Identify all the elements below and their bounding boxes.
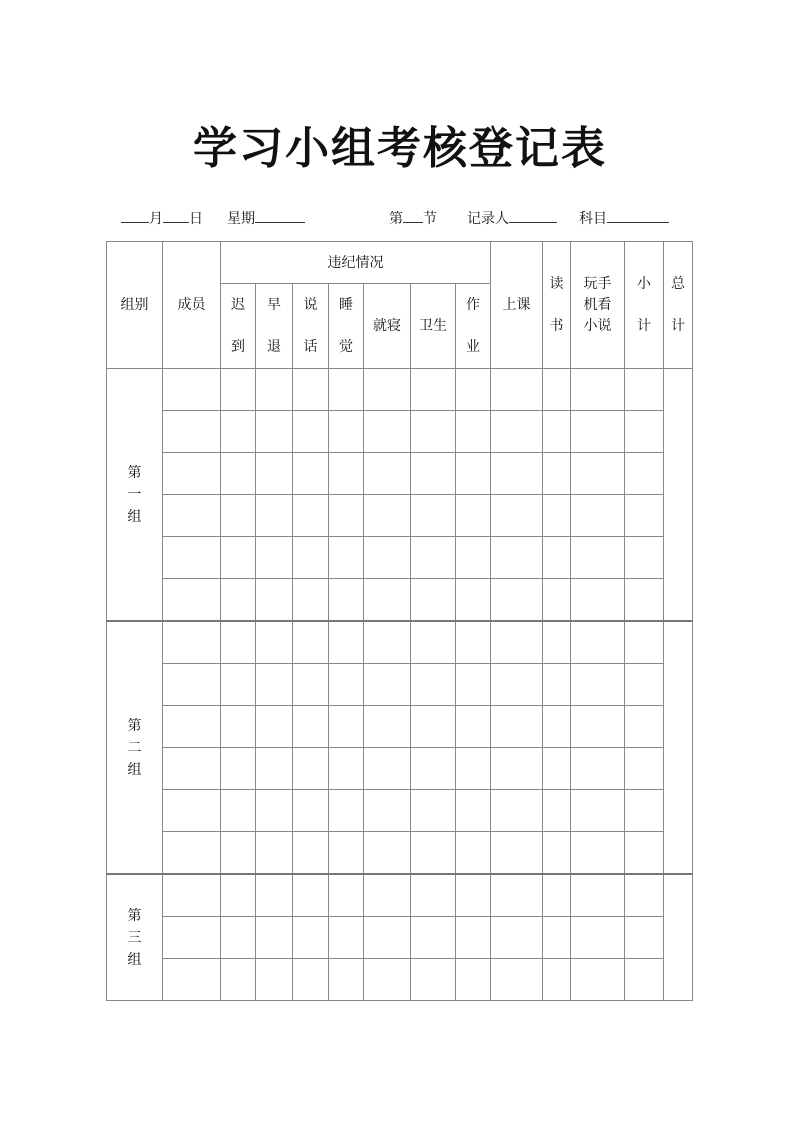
header-reading: 读 书 [543,242,571,369]
member-cell[interactable] [163,917,221,959]
sleeping-cell[interactable] [329,706,364,748]
early-leave-cell[interactable] [256,790,293,832]
hygiene-cell[interactable] [411,917,456,959]
talking-cell[interactable] [293,917,329,959]
late-cell[interactable] [221,621,256,664]
member-cell[interactable] [163,579,221,622]
table-row [107,917,693,959]
subtotal-cell[interactable] [625,959,664,1001]
reading-cell[interactable] [543,453,571,495]
table-row [107,832,693,875]
sleeping-cell[interactable] [329,748,364,790]
member-cell[interactable] [163,495,221,537]
homework-cell[interactable] [456,621,491,664]
member-cell[interactable] [163,537,221,579]
sleeping-cell[interactable] [329,664,364,706]
phone-novel-cell[interactable] [571,369,625,411]
subject-blank[interactable] [607,208,669,223]
early-leave-cell[interactable] [256,537,293,579]
header-violations: 违纪情况 [221,242,491,284]
late-cell[interactable] [221,411,256,453]
table-row [107,453,693,495]
table-row [107,959,693,1001]
sleeping-cell[interactable] [329,495,364,537]
bedtime-cell[interactable] [364,917,411,959]
bedtime-cell[interactable] [364,411,411,453]
sleeping-cell[interactable] [329,537,364,579]
table-row [107,411,693,453]
talking-cell[interactable] [293,453,329,495]
phone-novel-cell[interactable] [571,706,625,748]
homework-cell[interactable] [456,495,491,537]
phone-novel-cell[interactable] [571,874,625,917]
subtotal-cell[interactable] [625,664,664,706]
hygiene-cell[interactable] [411,537,456,579]
late-cell[interactable] [221,832,256,875]
subtotal-cell[interactable] [625,874,664,917]
bedtime-cell[interactable] [364,832,411,875]
section-suffix: 节 [423,211,437,227]
table-row [107,579,693,622]
member-cell[interactable] [163,411,221,453]
date-field [121,208,203,228]
group-total-cell[interactable] [664,621,693,874]
table-row [107,664,693,706]
reading-cell[interactable] [543,874,571,917]
early-leave-cell[interactable] [256,495,293,537]
bedtime-cell[interactable] [364,874,411,917]
day-label: 日 [189,211,203,227]
subject-field [579,208,669,228]
homework-cell[interactable] [456,664,491,706]
talking-cell[interactable] [293,411,329,453]
late-cell[interactable] [221,537,256,579]
header-sleeping: 睡 觉 [329,284,364,369]
hygiene-cell[interactable] [411,790,456,832]
bedtime-cell[interactable] [364,959,411,1001]
reading-cell[interactable] [543,621,571,664]
reading-cell[interactable] [543,706,571,748]
early-leave-cell[interactable] [256,369,293,411]
early-leave-cell[interactable] [256,664,293,706]
member-cell[interactable] [163,874,221,917]
phone-novel-cell[interactable] [571,832,625,875]
in-class-cell[interactable] [491,621,543,664]
reading-cell[interactable] [543,664,571,706]
talking-cell[interactable] [293,579,329,622]
header-in-class: 上课 [491,242,543,369]
subtotal-cell[interactable] [625,537,664,579]
phone-novel-cell[interactable] [571,453,625,495]
phone-novel-cell[interactable] [571,621,625,664]
early-leave-cell[interactable] [256,453,293,495]
homework-cell[interactable] [456,369,491,411]
header-homework: 作 业 [456,284,491,369]
talking-cell[interactable] [293,664,329,706]
sleeping-cell[interactable] [329,790,364,832]
late-cell[interactable] [221,706,256,748]
phone-novel-cell[interactable] [571,411,625,453]
weekday-field [227,208,305,228]
table-row [107,874,693,917]
homework-cell[interactable] [456,917,491,959]
header-early-leave: 早 退 [256,284,293,369]
subject-label: 科目 [579,211,607,227]
table-row [107,790,693,832]
early-leave-cell[interactable] [256,874,293,917]
in-class-cell[interactable] [491,832,543,875]
talking-cell[interactable] [293,748,329,790]
hygiene-cell[interactable] [411,664,456,706]
sleeping-cell[interactable] [329,411,364,453]
late-cell[interactable] [221,917,256,959]
subtotal-cell[interactable] [625,917,664,959]
subtotal-cell[interactable] [625,790,664,832]
hygiene-cell[interactable] [411,748,456,790]
member-cell[interactable] [163,621,221,664]
homework-cell[interactable] [456,832,491,875]
bedtime-cell[interactable] [364,579,411,622]
bedtime-cell[interactable] [364,790,411,832]
hygiene-cell[interactable] [411,579,456,622]
hygiene-cell[interactable] [411,621,456,664]
subtotal-cell[interactable] [625,748,664,790]
subtotal-cell[interactable] [625,832,664,875]
early-leave-cell[interactable] [256,917,293,959]
late-cell[interactable] [221,579,256,622]
late-cell[interactable] [221,748,256,790]
bedtime-cell[interactable] [364,537,411,579]
month-label: 月 [149,211,163,227]
in-class-cell[interactable] [491,453,543,495]
reading-cell[interactable] [543,917,571,959]
early-leave-cell[interactable] [256,959,293,1001]
group-label-3: 第 三 组 [107,874,163,1001]
header-total: 总 计 [664,242,693,369]
subtotal-cell[interactable] [625,706,664,748]
in-class-cell[interactable] [491,495,543,537]
bedtime-cell[interactable] [364,369,411,411]
group-total-cell[interactable] [664,874,693,1001]
header-late: 迟 到 [221,284,256,369]
phone-novel-cell[interactable] [571,537,625,579]
subtotal-cell[interactable] [625,621,664,664]
early-leave-cell[interactable] [256,832,293,875]
in-class-cell[interactable] [491,411,543,453]
in-class-cell[interactable] [491,874,543,917]
bedtime-cell[interactable] [364,621,411,664]
in-class-cell[interactable] [491,917,543,959]
subtotal-cell[interactable] [625,495,664,537]
in-class-cell[interactable] [491,790,543,832]
homework-cell[interactable] [456,537,491,579]
homework-cell[interactable] [456,411,491,453]
homework-cell[interactable] [456,579,491,622]
hygiene-cell[interactable] [411,874,456,917]
table-row [107,495,693,537]
table-row [107,706,693,748]
early-leave-cell[interactable] [256,621,293,664]
member-cell[interactable] [163,706,221,748]
early-leave-cell[interactable] [256,748,293,790]
table-row [107,369,693,411]
in-class-cell[interactable] [491,664,543,706]
phone-novel-cell[interactable] [571,495,625,537]
early-leave-cell[interactable] [256,706,293,748]
talking-cell[interactable] [293,495,329,537]
group-total-cell[interactable] [664,369,693,622]
in-class-cell[interactable] [491,959,543,1001]
bedtime-cell[interactable] [364,748,411,790]
homework-cell[interactable] [456,706,491,748]
hygiene-cell[interactable] [411,453,456,495]
talking-cell[interactable] [293,874,329,917]
group-label-1: 第 一 组 [107,369,163,622]
talking-cell[interactable] [293,621,329,664]
sleeping-cell[interactable] [329,874,364,917]
reading-cell[interactable] [543,411,571,453]
sleeping-cell[interactable] [329,453,364,495]
section-prefix: 第 [389,211,403,227]
header-subtotal: 小 计 [625,242,664,369]
hygiene-cell[interactable] [411,706,456,748]
talking-cell[interactable] [293,959,329,1001]
reading-cell[interactable] [543,832,571,875]
phone-novel-cell[interactable] [571,917,625,959]
member-cell[interactable] [163,959,221,1001]
late-cell[interactable] [221,495,256,537]
header-hygiene: 卫生 [411,284,456,369]
homework-cell[interactable] [456,453,491,495]
late-cell[interactable] [221,369,256,411]
header-phone-novel: 玩手 机看 小说 [571,242,625,369]
reading-cell[interactable] [543,579,571,622]
hygiene-cell[interactable] [411,495,456,537]
hygiene-cell[interactable] [411,959,456,1001]
subtotal-cell[interactable] [625,411,664,453]
recorder-blank[interactable] [509,208,557,223]
sleeping-cell[interactable] [329,621,364,664]
bedtime-cell[interactable] [364,453,411,495]
weekday-blank[interactable] [255,208,305,223]
early-leave-cell[interactable] [256,579,293,622]
bedtime-cell[interactable] [364,664,411,706]
group-label-2: 第 二 组 [107,621,163,874]
in-class-cell[interactable] [491,706,543,748]
reading-cell[interactable] [543,748,571,790]
hygiene-cell[interactable] [411,411,456,453]
late-cell[interactable] [221,959,256,1001]
table-row [107,537,693,579]
table-row [107,748,693,790]
sleeping-cell[interactable] [329,917,364,959]
bedtime-cell[interactable] [364,706,411,748]
reading-cell[interactable] [543,369,571,411]
homework-cell[interactable] [456,959,491,1001]
recorder-field [467,208,557,228]
homework-cell[interactable] [456,790,491,832]
sleeping-cell[interactable] [329,959,364,1001]
member-cell[interactable] [163,664,221,706]
assessment-table [106,241,693,1001]
weekday-label: 星期 [227,211,255,227]
in-class-cell[interactable] [491,748,543,790]
in-class-cell[interactable] [491,579,543,622]
reading-cell[interactable] [543,959,571,1001]
talking-cell[interactable] [293,369,329,411]
phone-novel-cell[interactable] [571,579,625,622]
month-blank[interactable] [121,208,149,223]
late-cell[interactable] [221,453,256,495]
homework-cell[interactable] [456,874,491,917]
section-blank[interactable] [403,208,423,223]
header-talking: 说 话 [293,284,329,369]
reading-cell[interactable] [543,790,571,832]
page-title: 学习小组考核登记表 [193,123,607,174]
subtotal-cell[interactable] [625,369,664,411]
talking-cell[interactable] [293,537,329,579]
phone-novel-cell[interactable] [571,790,625,832]
in-class-cell[interactable] [491,537,543,579]
recorder-label: 记录人 [467,211,509,227]
member-cell[interactable] [163,453,221,495]
subtotal-cell[interactable] [625,453,664,495]
day-blank[interactable] [163,208,189,223]
member-cell[interactable] [163,790,221,832]
late-cell[interactable] [221,874,256,917]
table-row [107,621,693,664]
header-group: 组别 [107,242,163,369]
subtotal-cell[interactable] [625,579,664,622]
talking-cell[interactable] [293,790,329,832]
hygiene-cell[interactable] [411,369,456,411]
late-cell[interactable] [221,790,256,832]
late-cell[interactable] [221,664,256,706]
in-class-cell[interactable] [491,369,543,411]
sleeping-cell[interactable] [329,579,364,622]
talking-cell[interactable] [293,706,329,748]
header-bedtime: 就寝 [364,284,411,369]
sleeping-cell[interactable] [329,832,364,875]
phone-novel-cell[interactable] [571,664,625,706]
homework-cell[interactable] [456,748,491,790]
member-cell[interactable] [163,748,221,790]
reading-cell[interactable] [543,537,571,579]
phone-novel-cell[interactable] [571,959,625,1001]
member-cell[interactable] [163,832,221,875]
reading-cell[interactable] [543,495,571,537]
member-cell[interactable] [163,369,221,411]
early-leave-cell[interactable] [256,411,293,453]
section-field [389,208,437,228]
hygiene-cell[interactable] [411,832,456,875]
phone-novel-cell[interactable] [571,748,625,790]
talking-cell[interactable] [293,832,329,875]
bedtime-cell[interactable] [364,495,411,537]
header-member: 成员 [163,242,221,369]
sleeping-cell[interactable] [329,369,364,411]
